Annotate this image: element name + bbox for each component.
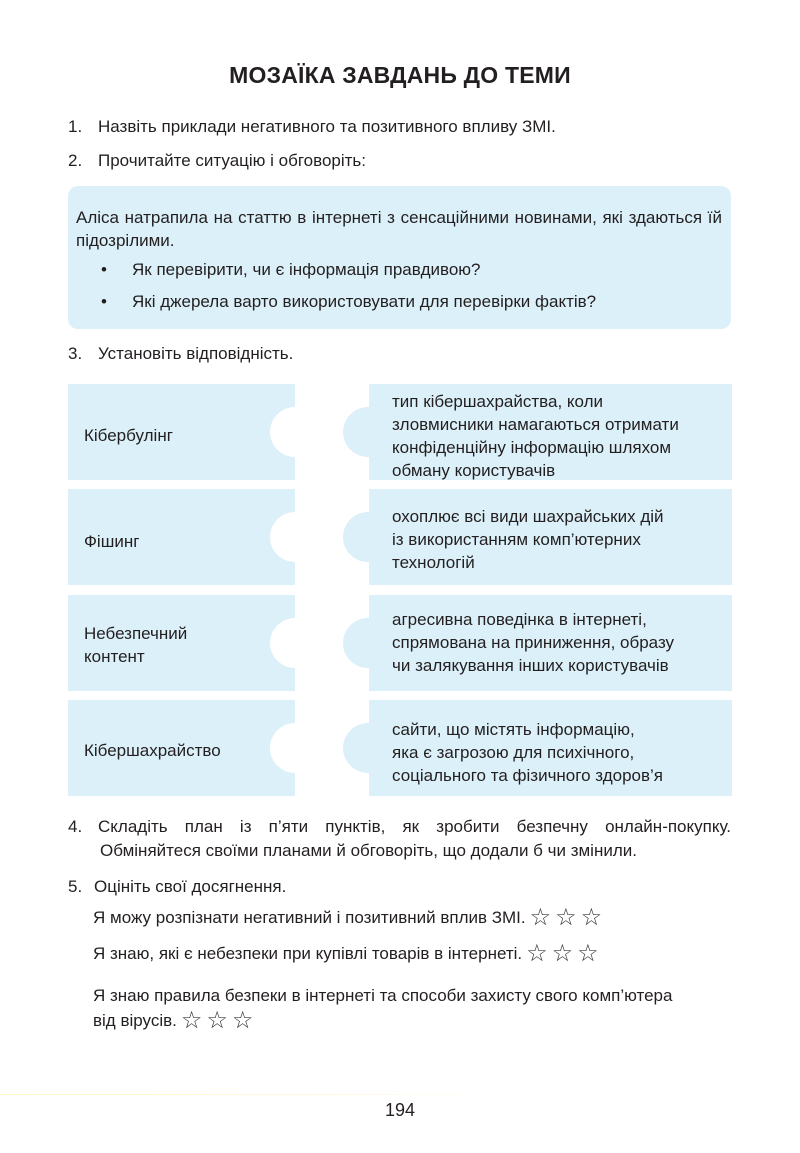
definition-text: тип кібершахрайства, коли зловмисники намагаються отримати конфіденційну інформацію шляхом обману користувачів <box>392 392 679 480</box>
assessment-item <box>93 984 672 1008</box>
task-number: 4. <box>68 817 83 836</box>
star-rating-icon[interactable]: ☆☆☆ <box>529 904 607 931</box>
task-text: Назвіть приклади негативного та позитивного впливу ЗМІ. <box>98 117 556 136</box>
assessment-text: Я знаю правила безпеки в інтернеті та способи захисту свого комп’ютера <box>93 986 673 1005</box>
definition-text: агресивна поведінка в інтернеті, спрямована на приниження, образу чи залякування інших користувачів <box>392 610 675 675</box>
situation-paragraph: Аліса натрапила на статтю в інтернеті з сенсаційними новинами, які здаються їй підозрілими. <box>76 208 722 250</box>
assessment-text: Я знаю, які є небезпеки при купівлі товарів в інтернеті. <box>93 944 523 963</box>
bullet-text: Як перевірити, чи є інформація правдивою? <box>132 260 481 279</box>
puzzle-notch <box>270 723 320 773</box>
star-rating-icon[interactable]: ☆☆☆ <box>180 1007 258 1034</box>
puzzle-notch <box>270 618 320 668</box>
star-rating-icon[interactable]: ☆☆☆ <box>526 940 603 967</box>
definition-text: охоплює всі види шахрайських дій із використанням комп’ютерних технологій <box>392 507 664 572</box>
term-label: Кібербулінг <box>84 426 173 445</box>
puzzle-knob <box>343 618 393 668</box>
assessment-text: Я можу розпізнати негативний і позитивний вплив ЗМІ. <box>93 908 526 927</box>
assessment-text: від вірусів. <box>93 1011 177 1030</box>
puzzle-knob <box>343 407 393 457</box>
task-number: 2. <box>68 151 83 170</box>
term-label: Кібершахрайство <box>84 741 221 760</box>
assessment-item <box>93 942 603 966</box>
term-label: Небезпечний контент <box>84 624 188 666</box>
assessment-item <box>93 1009 257 1033</box>
task-text: Установіть відповідність. <box>98 344 294 363</box>
page-title: МОЗАЇКА ЗАВДАНЬ ДО ТЕМИ <box>229 62 571 88</box>
puzzle-notch <box>270 407 320 457</box>
puzzle-knob <box>343 723 393 773</box>
bullet-mark: • <box>101 292 107 311</box>
task-3 <box>68 342 293 366</box>
bullet-text: Які джерела варто використовувати для перевірки фактів? <box>132 292 597 311</box>
puzzle-notch <box>270 512 320 562</box>
assessment-item <box>93 906 606 930</box>
task-2 <box>68 149 366 173</box>
task-4 <box>68 815 731 863</box>
puzzle-knob <box>343 512 393 562</box>
task-text: Прочитайте ситуацію і обговоріть: <box>98 151 367 170</box>
task-5 <box>68 875 286 899</box>
task-number: 5. <box>68 877 83 896</box>
situation-box <box>68 186 731 329</box>
bullet-mark: • <box>101 260 107 279</box>
task-text: Обміняйтеся своїми планами й обговоріть, що додали б чи змінили. <box>100 841 637 860</box>
page-number: 194 <box>384 1100 416 1120</box>
definition-text: сайти, що містять інформацію, яка є загрозою для психічного, соціального та фізичного здоров’я <box>392 720 663 785</box>
task-number: 3. <box>68 344 83 363</box>
task-text: Оцініть свої досягнення. <box>94 877 287 896</box>
task-1 <box>68 115 556 139</box>
task-number: 1. <box>68 117 83 136</box>
situation-bullet <box>101 290 596 313</box>
term-label: Фішинг <box>84 532 140 551</box>
footer-divider <box>0 1094 520 1095</box>
task-text: Складіть план із п’яти пунктів, як зробити безпечну онлайн-покупку. <box>98 817 731 836</box>
situation-bullet <box>101 258 480 281</box>
